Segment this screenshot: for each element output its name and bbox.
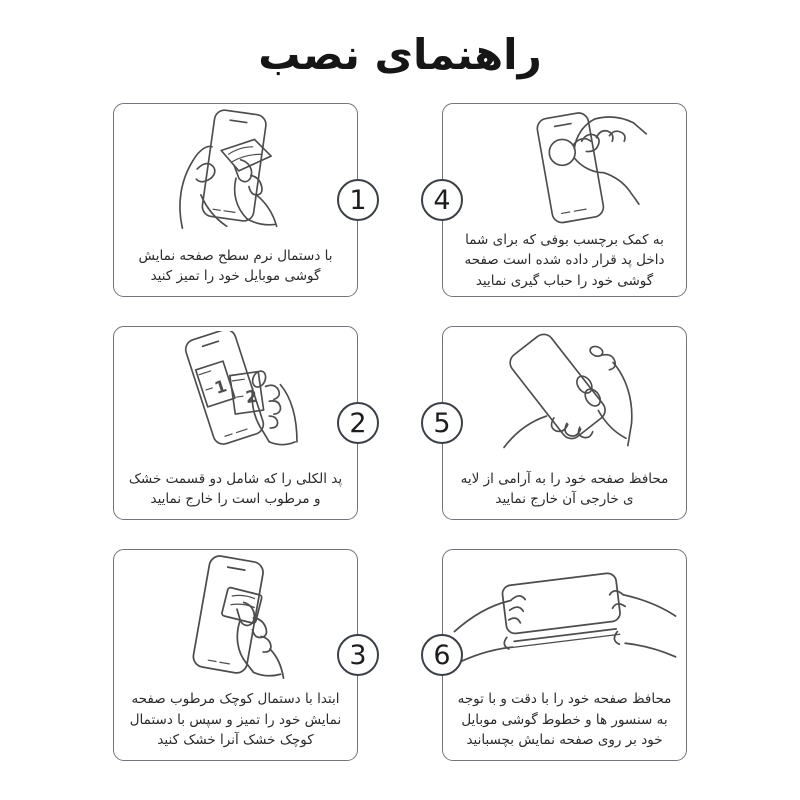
- step-number-badge: [421, 634, 463, 676]
- step-number: 2: [349, 407, 367, 439]
- phone-outline: [506, 331, 609, 443]
- step-number-badge: [337, 634, 379, 676]
- step-caption: ابتدا با دستمال کوچک مرطوب صفحه نمایش خود را تمیز و سپس با دستمال کوچک خشک آنرا خشک کنید: [129, 691, 342, 748]
- phone-outline: [501, 572, 622, 648]
- step-card-5: [433, 326, 687, 520]
- step-card-4: [433, 103, 687, 297]
- step-number: 6: [433, 639, 451, 671]
- step-card-3: [113, 549, 367, 761]
- bubble-removal-with-buff-sticker-illustration: [449, 108, 681, 230]
- pinching-hand: [573, 117, 646, 204]
- step-caption: با دستمال نرم سطح صفحه نمایش گوشی موبایل خود را تمیز کنید: [138, 247, 333, 284]
- phone-outline: [535, 111, 604, 224]
- step-number-badge: [337, 179, 379, 221]
- step-caption: محافظ صفحه خود را با دقت و با توجه به سنسور ها و خطوط گوشی موبایل خود بر روی صفحه نمایش بچسبانید: [457, 691, 672, 748]
- step-caption: پد الکلی را که شامل دو قسمت خشک و مرطوب است را خارج نمایید: [128, 470, 343, 507]
- step-number: 4: [433, 184, 451, 216]
- sachet-label-2: 2: [243, 386, 259, 408]
- step-number: 1: [349, 184, 367, 216]
- steps-grid: [113, 103, 687, 761]
- wiping-phone-with-soft-cloth-illustration: [120, 108, 352, 230]
- step-caption: محافظ صفحه خود را به آرامی از لایه ی خارجی آن خارج نمایید: [460, 470, 669, 507]
- step-number-badge: [337, 402, 379, 444]
- step-number: 5: [433, 407, 451, 439]
- left-hand: [179, 146, 226, 228]
- step-card-6: [433, 549, 687, 761]
- step-number-badge: [421, 179, 463, 221]
- step-number-badge: [421, 402, 463, 444]
- page-title: راهنمای نصب: [258, 30, 542, 79]
- sachet-label-1: 1: [211, 376, 229, 398]
- step-number: 3: [349, 639, 367, 671]
- right-hand: [236, 602, 283, 678]
- right-hand: [609, 591, 675, 657]
- cleaning-with-small-cloth-illustration: [120, 554, 352, 682]
- peeling-hand: [551, 345, 631, 446]
- removing-alcohol-pad-sachets-illustration: [120, 331, 352, 453]
- step-card-2: [113, 326, 367, 520]
- step-caption: به کمک برچسب بوفی که برای شما داخل پد قرار داده شده است صفحه گوشی خود را حباب گیری نمایید: [464, 232, 665, 289]
- left-hand: [454, 596, 525, 665]
- peeling-protector-outer-layer-illustration: [449, 331, 681, 453]
- step-card-1: [113, 103, 367, 297]
- placing-protector-on-screen-illustration: [449, 554, 681, 682]
- left-arm: [504, 416, 547, 447]
- buff-sticker-disc: [549, 139, 575, 165]
